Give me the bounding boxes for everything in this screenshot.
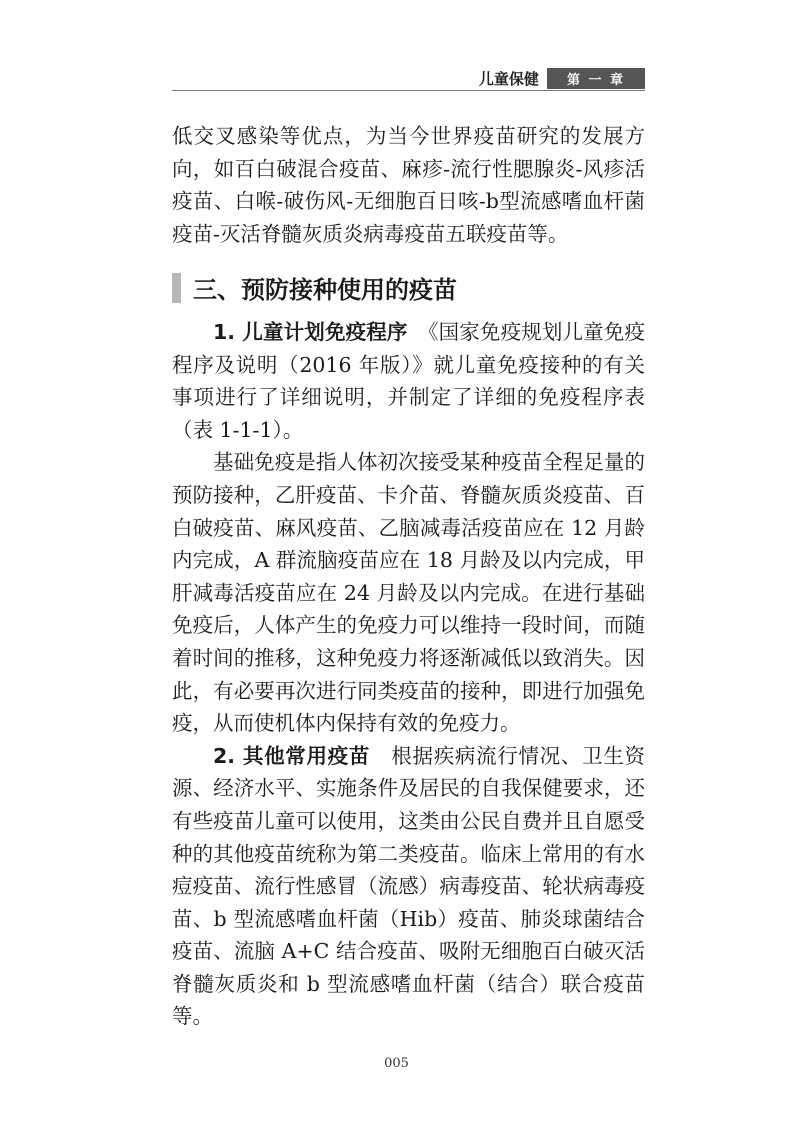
section-body: [172, 316, 645, 1033]
item2-lead: 2. 其他常用疫苗: [213, 743, 371, 768]
item2-text: 根据疾病流行情况、卫生资源、经济水平、实施条件及居民的自我保健要求，还有些疫苗儿童可以使用，这类由公民自费并且自愿受种的其他疫苗统称为第二类疫苗。临床上常用的有水痘疫苗、流行性感冒（流感）病毒疫苗、轮状病毒疫苗、b 型流感嗜血杆菌（Hib）疫苗、肺炎球菌结合疫苗、流脑 A+C 结合疫苗、吸附无细胞百白破灭活脊髓灰质炎和 b 型流感嗜血杆菌（结合）联合疫苗等。: [172, 743, 645, 1029]
basic-immunization-paragraph: 基础免疫是指人体初次接受某种疫苗全程足量的预防接种，乙肝疫苗、卡介苗、脊髓灰质炎疫苗、百白破疫苗、麻风疫苗、乙脑减毒活疫苗应在 12 月龄内完成，A 群流脑疫苗应在 18 月龄及以内完成，甲肝减毒活疫苗应在 24 月龄及以内完成。在进行基础免疫后，人体产生的免疫力可以维持一段时间，而随着时间的推移，这种免疫力将逐渐减低以致消失。因此，有必要再次进行同类疫苗的接种，即进行加强免疫，从而使机体内保持有效的免疫力。: [172, 450, 645, 736]
spacer: [408, 320, 429, 344]
intro-paragraph: 低交叉感染等优点，为当今世界疫苗研究的发展方向，如百白破混合疫苗、麻疹-流行性腮腺炎-风疹活疫苗、白喉-破伤风-无细胞百日咳-b型流感嗜血杆菌疫苗-灭活脊髓灰质炎病毒疫苗五联疫苗等。: [172, 124, 645, 246]
book-title: 儿童保健: [478, 69, 539, 88]
section-heading: [172, 270, 457, 305]
item2-paragraph: [172, 740, 645, 1033]
chapter-badge: 第 一 章: [547, 68, 645, 89]
header-divider: [172, 90, 645, 91]
item1-text: 《国家免疫规划儿童免疫程序及说明（2016 年版）》就儿童免疫接种的有关事项进行了详细说明，并制定了详细的免疫程序表（表 1-1-1）。: [172, 320, 645, 442]
intro-block: [172, 120, 645, 250]
running-header: [479, 68, 645, 88]
item1-lead: 1. 儿童计划免疫程序: [213, 320, 408, 344]
section-title: 三、预防接种使用的疫苗: [193, 276, 457, 304]
item1-paragraph: [172, 316, 645, 446]
spacer: [370, 744, 391, 768]
section-marker: [172, 273, 181, 303]
page-number: 005: [384, 1056, 409, 1071]
